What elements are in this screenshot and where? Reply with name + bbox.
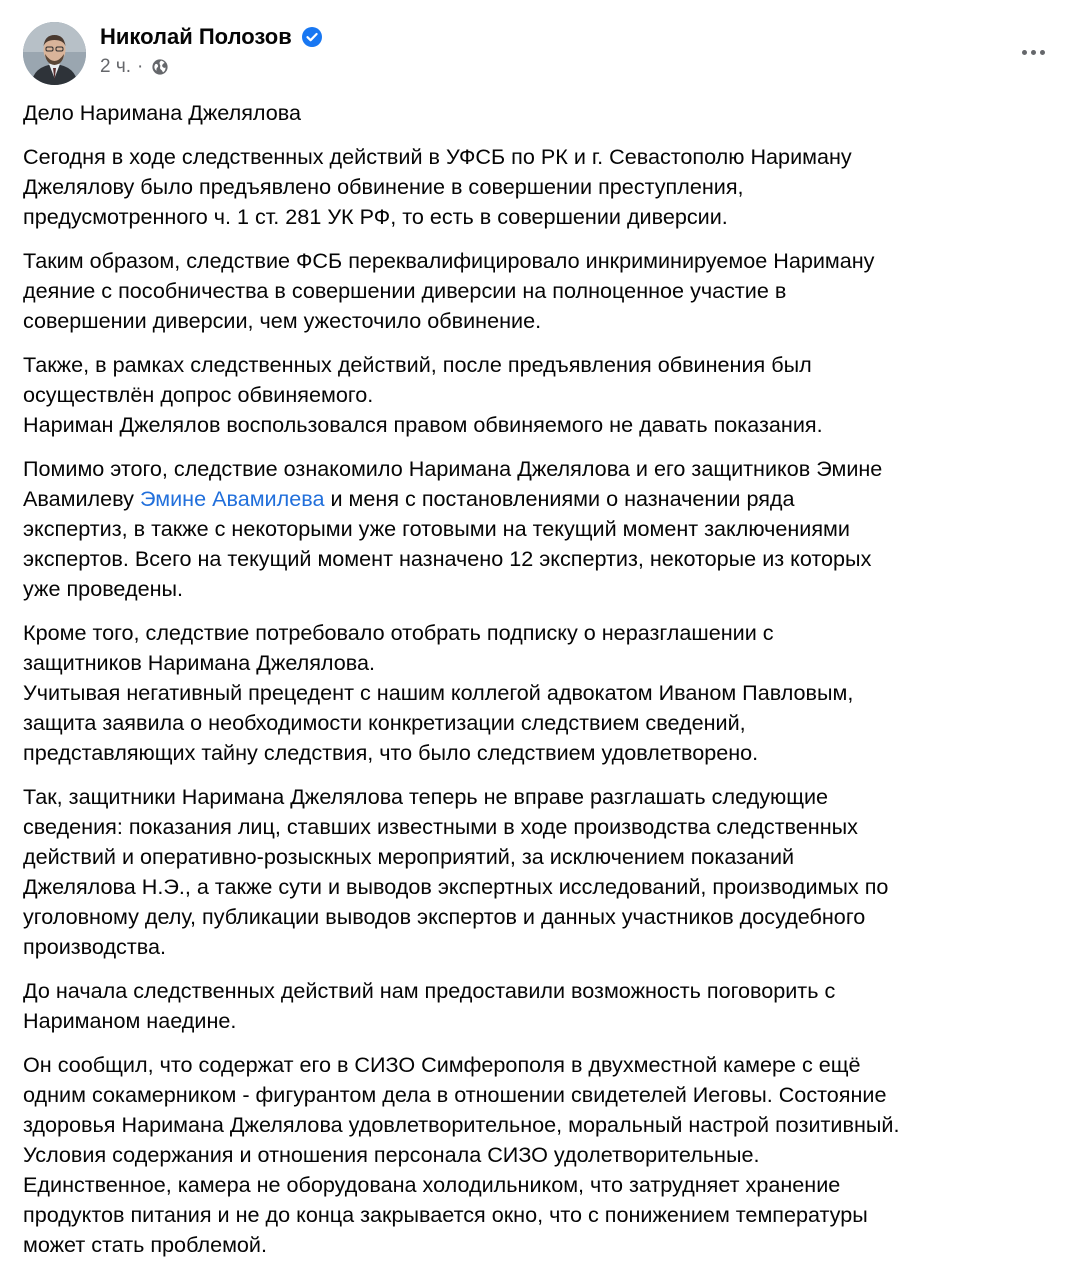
more-options-button[interactable] (1011, 34, 1055, 70)
post-line: Нариман Джелялов воспользовался правом обвиняемого не давать показания. (23, 412, 823, 437)
post-paragraph-1 (23, 98, 1073, 128)
meta-separator: · (137, 56, 144, 77)
post-line: продуктов питания и не до конца закрывается окно, что с понижением температуры (23, 1202, 868, 1227)
post-text-fragment: Авамилеву (23, 486, 140, 511)
post-line: представляющих тайну следствия, что было следствием удовлетворено. (23, 740, 759, 765)
post-line: Джелялову было предъявлено обвинение в совершении преступления, (23, 174, 744, 199)
post-body (23, 98, 1073, 1274)
post-line: деяние с пособничества в совершении диверсии на полноценное участие в (23, 278, 787, 303)
post-line: Единственное, камера не оборудована холодильником, что затрудняет хранение (23, 1172, 841, 1197)
post-line: действий и оперативно-розыскных мероприятий, за исключением показаний (23, 844, 795, 869)
globe-icon[interactable] (151, 58, 169, 76)
post-meta (100, 56, 169, 78)
post-line: защитников Наримана Джелялова. (23, 650, 375, 675)
verified-badge-icon (301, 26, 323, 48)
post-line: одним сокамерником - фигурантом дела в отношении свидетелей Иеговы. Состояние (23, 1082, 887, 1107)
mention-link[interactable]: Эмине Авамилева (139, 486, 325, 511)
post-line: Кроме того, следствие потребовало отобрать подписку о неразглашении с (23, 620, 774, 645)
post-text-fragment: и меня с постановлениями о назначении ряда (324, 486, 795, 511)
post-line: Таким образом, следствие ФСБ переквалифицировало инкриминируемое Нариману (23, 248, 875, 273)
post-timestamp[interactable]: 2 ч. (100, 56, 132, 77)
post-line: осуществлён допрос обвиняемого. (23, 382, 374, 407)
post-line: Условия содержания и отношения персонала СИЗО удолетворительные. (23, 1142, 760, 1167)
post-line: До начала следственных действий нам предоставили возможность поговорить с (23, 978, 836, 1003)
author-avatar[interactable] (23, 22, 86, 85)
post-line: Джелялова Н.Э., а также сути и выводов экспертных исследований, производимых по (23, 874, 889, 899)
post-line: Помимо этого, следствие ознакомило Наримана Джелялова и его защитников Эмине (23, 456, 883, 481)
post-line: производства. (23, 934, 166, 959)
post-line: защита заявила о необходимости конкретизации следствием сведений, (23, 710, 746, 735)
post-line: уголовному делу, публикации выводов экспертов и данных участников досудебного (23, 904, 866, 929)
post-line: уже проведены. (23, 576, 184, 601)
post-line: Учитывая негативный прецедент с нашим коллегой адвокатом Иваном Павловым, (23, 680, 854, 705)
post-line: Он сообщил, что содержат его в СИЗО Симферополя в двухместной камере с ещё (23, 1052, 861, 1077)
post-line: здоровья Наримана Джелялова удовлетворительное, моральный настрой позитивный. (23, 1112, 900, 1137)
post-paragraph-9 (23, 1050, 1073, 1260)
post-line: экспертиз, в также с некоторыми уже готовыми на текущий момент заключениями (23, 516, 850, 541)
post-line: Дело Наримана Джелялова (23, 100, 301, 125)
post-paragraph-3 (23, 246, 1073, 336)
post-paragraph-8 (23, 976, 1073, 1036)
post-header (0, 0, 1089, 100)
post-line: Так, защитники Наримана Джелялова теперь не вправе разглашать следующие (23, 784, 829, 809)
post-line: предусмотренного ч. 1 ст. 281 УК РФ, то есть в совершении диверсии. (23, 204, 728, 229)
post-line: совершении диверсии, чем ужесточило обвинение. (23, 308, 542, 333)
author-name[interactable]: Николай Полозов (100, 24, 292, 49)
post-line: экспертов. Всего на текущий момент назначено 12 экспертиз, некоторые из которых (23, 546, 872, 571)
post-paragraph-4 (23, 350, 1073, 440)
post-paragraph-2 (23, 142, 1073, 232)
post-paragraph-6 (23, 618, 1073, 768)
author-row (100, 24, 323, 50)
post-line: Также, в рамках следственных действий, после предъявления обвинения был (23, 352, 812, 377)
post-line-with-mention (23, 484, 1073, 514)
profile-photo-icon (23, 22, 86, 85)
post-line: сведения: показания лиц, ставших известными в ходе производства следственных (23, 814, 858, 839)
post-line: Сегодня в ходе следственных действий в УФСБ по РК и г. Севастополю Нариману (23, 144, 852, 169)
post-paragraph-7 (23, 782, 1073, 962)
more-dots-icon (1040, 50, 1045, 55)
post-paragraph-5 (23, 454, 1073, 604)
more-dots-icon (1022, 50, 1027, 55)
post-line: Нариманом наедине. (23, 1008, 237, 1033)
more-dots-icon (1031, 50, 1036, 55)
post-line: может стать проблемой. (23, 1232, 267, 1257)
